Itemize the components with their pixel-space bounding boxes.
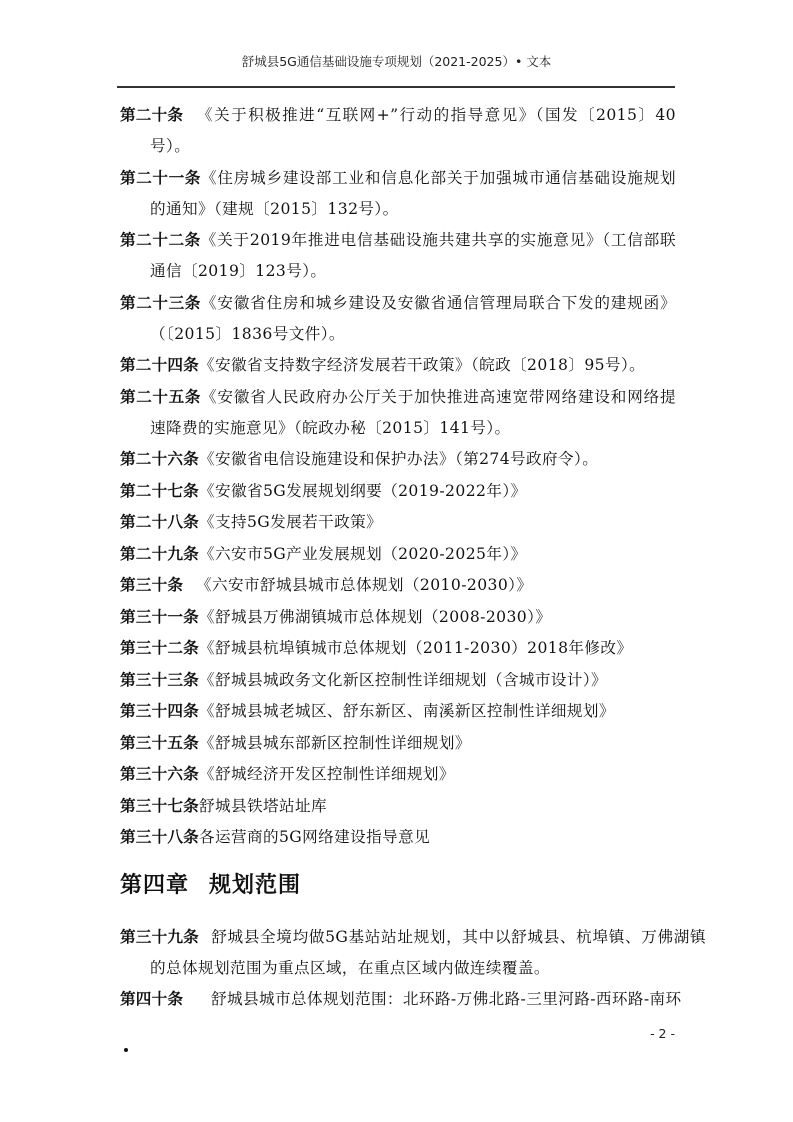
article-item <box>120 665 676 696</box>
article-number: 第三十七条 <box>120 796 199 815</box>
article-item <box>120 759 676 790</box>
article-text: 《安徽省5G发展规划纲要（2019-2022年）》 <box>198 481 527 500</box>
article-40 <box>120 984 706 1015</box>
article-text: 《六安市舒城县城市总体规划（2010-2030）》 <box>196 576 533 594</box>
article-number: 第二十七条 <box>120 481 199 500</box>
article-number: 第三十九条 <box>120 928 199 946</box>
article-number: 第二十一条 <box>120 168 201 187</box>
chapter-heading <box>120 868 301 899</box>
article-item <box>120 539 676 570</box>
article-text: 《安徽省电信设施建设和保护办法》（第274号政府令）。 <box>198 450 599 468</box>
chapter-number: 第四章 <box>120 873 190 898</box>
article-text: 舒城县铁塔站址库 <box>198 796 327 815</box>
article-text: 《关于2019年推进电信基础设施共建共享的实施意见》（工信部联通信〔2019〕123号）。 <box>150 231 676 280</box>
article-text: 《安徽省人民政府办公厅关于加快推进高速宽带网络建设和网络提速降费的实施意见》（皖政办秘〔2015〕141号）。 <box>150 387 676 437</box>
article-number: 第三十五条 <box>120 733 199 752</box>
article-item <box>120 288 676 350</box>
article-text: 《舒城县城政务文化新区控制性详细规划（含城市设计）》 <box>198 670 608 689</box>
article-item <box>120 728 676 759</box>
article-item <box>120 507 676 538</box>
header-rule <box>117 86 675 88</box>
footer-dot <box>124 1048 128 1052</box>
article-item <box>120 476 676 507</box>
article-item <box>120 791 676 822</box>
article-text: 舒城县城市总体规划范围：北环路-万佛北路-三里河路-西环路-南环 <box>211 990 682 1008</box>
article-text: 《六安市5G产业发展规划（2020-2025年）》 <box>198 544 527 563</box>
article-item <box>120 225 676 287</box>
article-text: 《关于积极推进“互联网+”行动的指导意见》（国发〔2015〕40号）。 <box>150 106 676 155</box>
article-item <box>120 350 676 381</box>
article-text: 《支持5G发展若干政策》 <box>198 513 383 531</box>
article-item <box>120 163 676 225</box>
article-item <box>120 570 676 601</box>
article-number: 第四十条 <box>120 990 184 1008</box>
page-header: 舒城县5G通信基础设施专项规划（2021-2025）• 文本 <box>241 54 552 69</box>
article-39 <box>120 922 706 984</box>
article-number: 第二十五条 <box>120 387 201 406</box>
article-number: 第三十四条 <box>120 702 199 720</box>
page-number: - 2 - <box>650 1026 675 1041</box>
article-number: 第二十三条 <box>120 293 201 312</box>
article-text: 《安徽省住房和城乡建设及安徽省通信管理局联合下发的建规函》（〔2015〕1836号文件）。 <box>150 293 676 343</box>
article-number: 第二十九条 <box>120 544 199 563</box>
article-text: 舒城县全境均做5G基站站址规划，其中以舒城县、杭埠镇、万佛湖镇的总体规划范围为重点区域，在重点区域内做连续覆盖。 <box>150 928 706 977</box>
article-number: 第三十一条 <box>120 607 199 626</box>
article-number: 第三十三条 <box>120 670 199 689</box>
article-list <box>120 100 676 854</box>
article-number: 第三十六条 <box>120 765 199 783</box>
article-text: 《舒城经济开发区控制性详细规划》 <box>198 765 455 783</box>
article-item <box>120 100 676 162</box>
article-item <box>120 633 676 664</box>
article-text: 《住房城乡建设部工业和信息化部关于加强城市通信基础设施规划的通知》（建规〔2015〕132号）。 <box>150 168 676 218</box>
article-text: 《舒城县杭埠镇城市总体规划（2011-2030）2018年修改》 <box>198 639 633 657</box>
article-number: 第二十条 <box>120 106 184 124</box>
article-number: 第三十八条 <box>120 828 199 846</box>
article-text: 《舒城县万佛湖镇城市总体规划（2008-2030）》 <box>198 607 552 626</box>
article-item <box>120 444 676 475</box>
article-number: 第二十六条 <box>120 450 199 468</box>
article-number: 第三十二条 <box>120 639 199 657</box>
chapter-title: 规划范围 <box>209 873 302 898</box>
article-item <box>120 696 676 727</box>
article-number: 第三十条 <box>120 576 184 594</box>
article-item <box>120 382 676 444</box>
article-item <box>120 602 676 633</box>
article-number: 第二十二条 <box>120 231 201 249</box>
article-text: 《安徽省支持数字经济发展若干政策》（皖政〔2018〕95号）。 <box>198 356 646 374</box>
article-number: 第二十八条 <box>120 513 199 531</box>
article-text: 各运营商的5G网络建设指导意见 <box>198 828 431 846</box>
article-text: 《舒城县城东部新区控制性详细规划》 <box>198 733 471 752</box>
article-number: 第二十四条 <box>120 356 199 374</box>
article-text: 《舒城县城老城区、舒东新区、南溪新区控制性详细规划》 <box>198 702 615 720</box>
article-item <box>120 822 676 853</box>
